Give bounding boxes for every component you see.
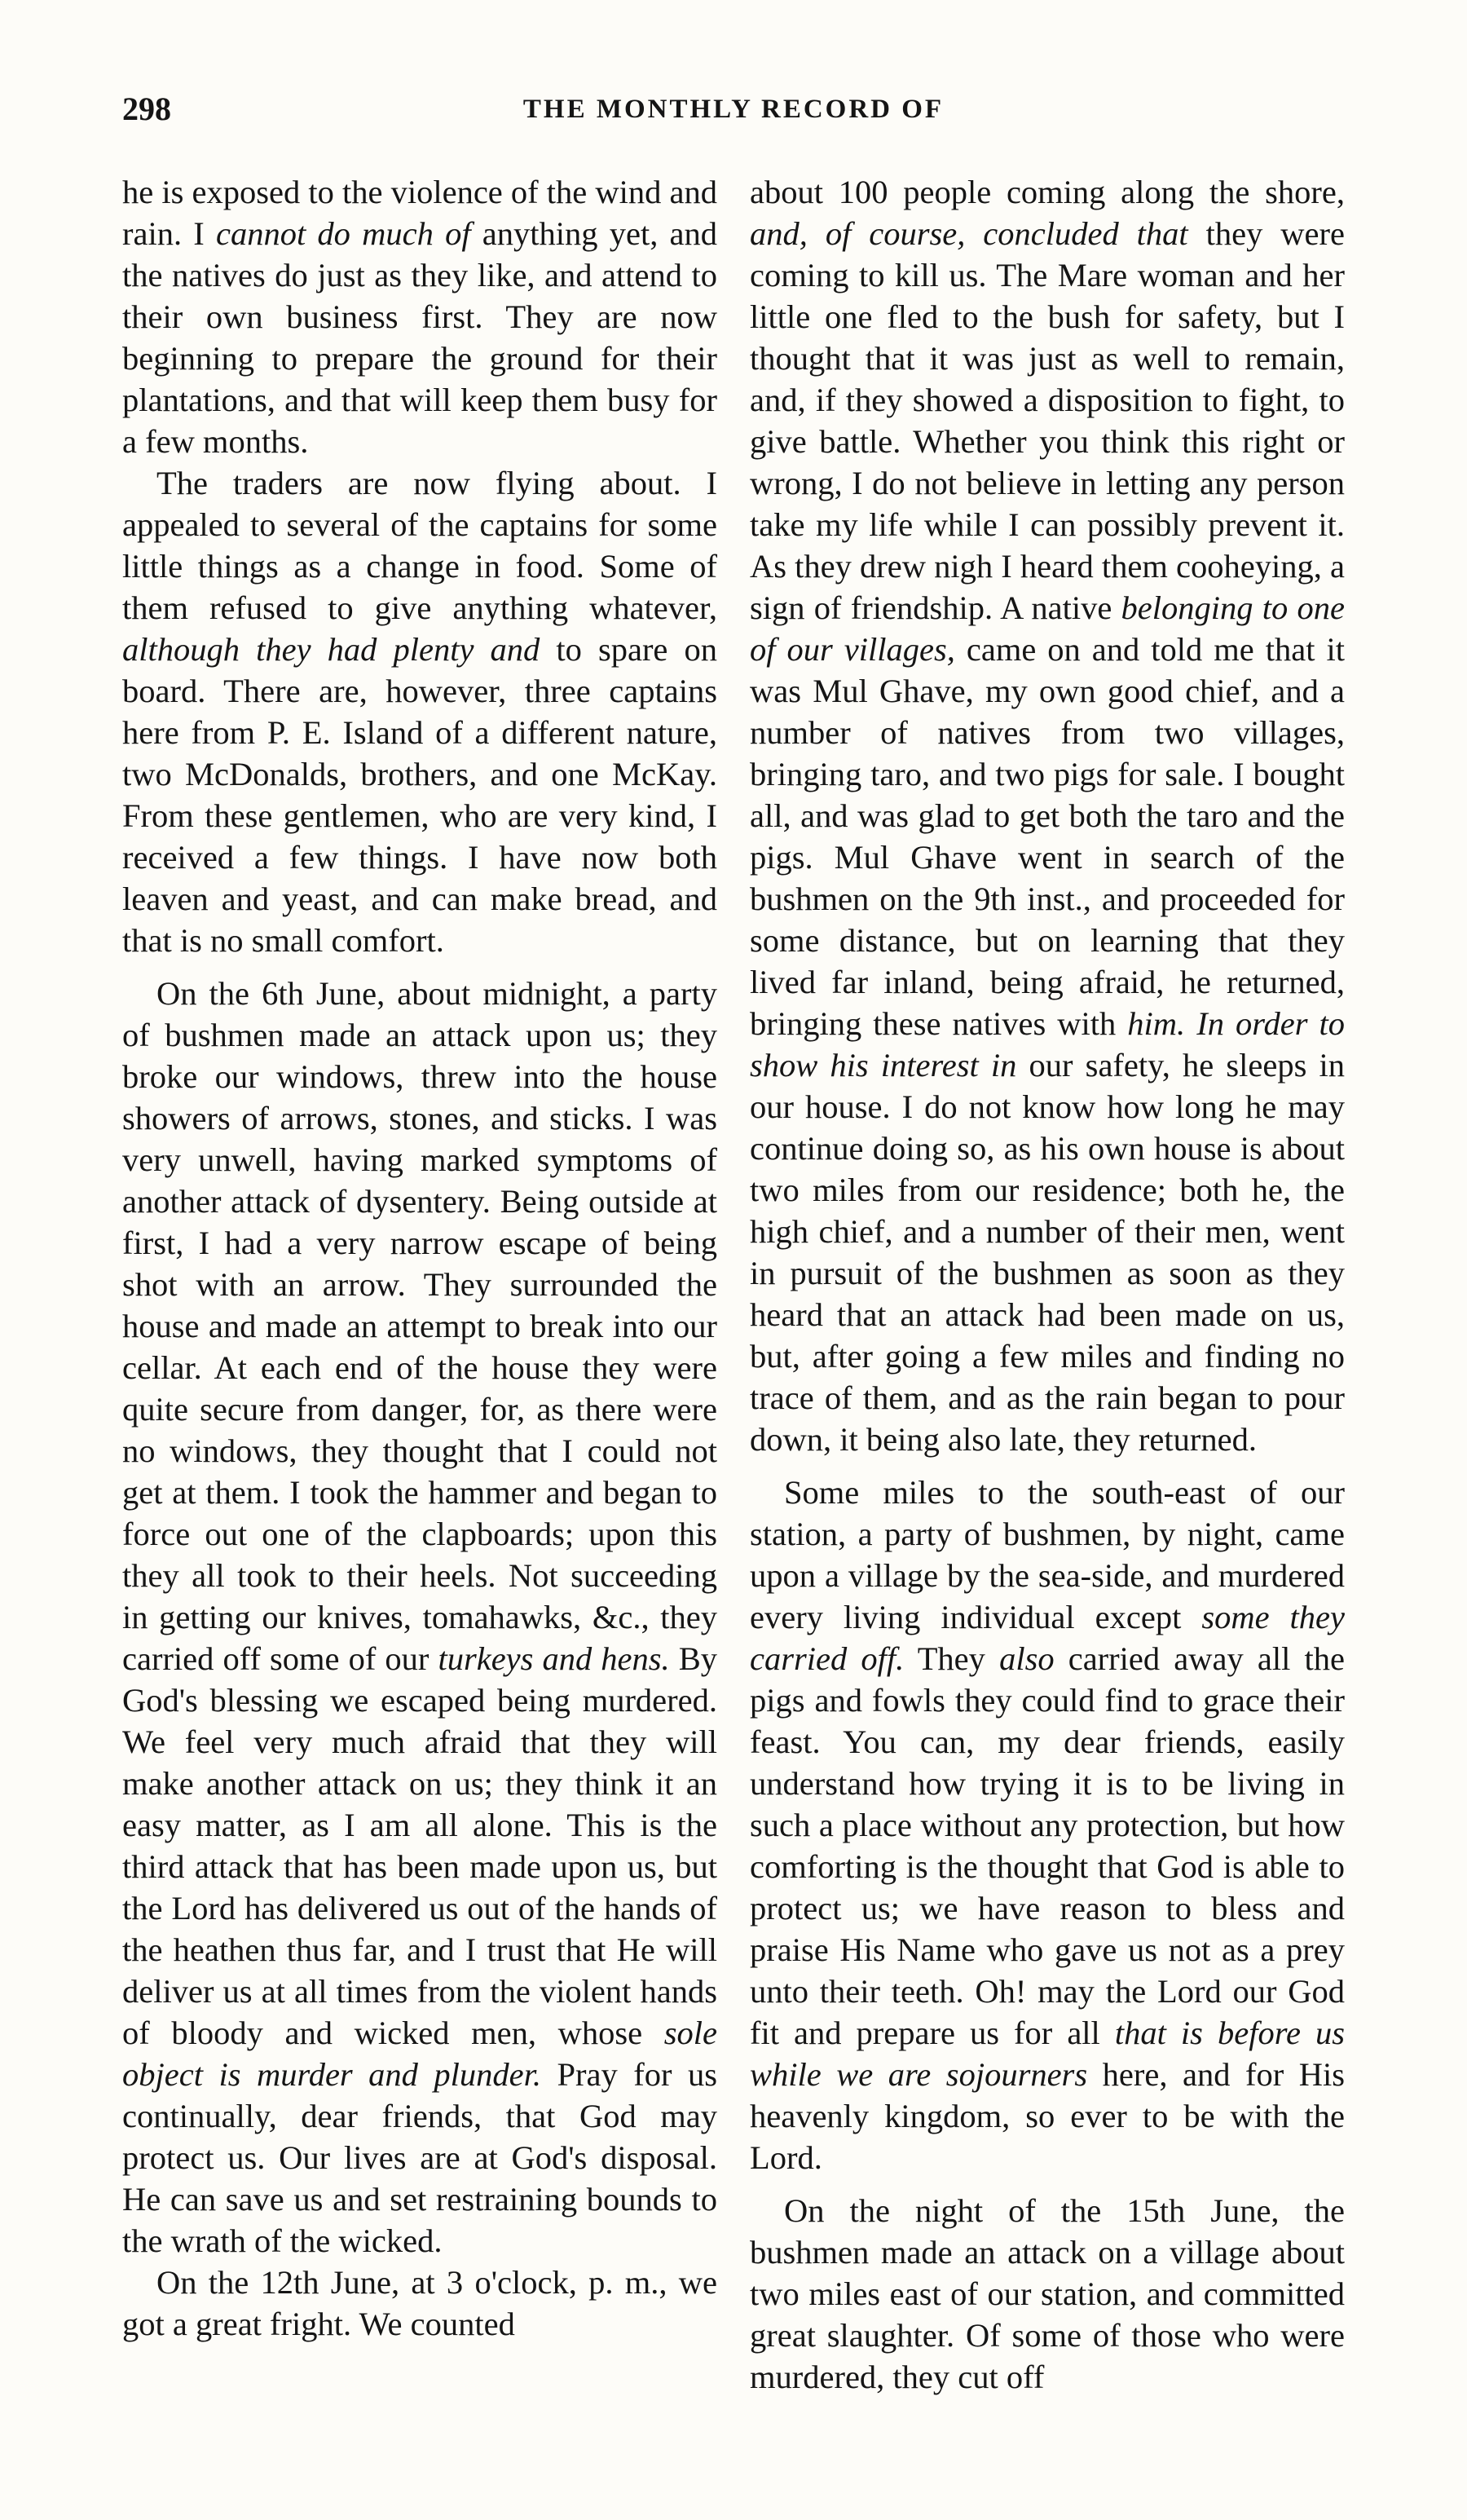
running-header (122, 90, 1345, 139)
page-number: 298 (122, 90, 171, 127)
text-columns (122, 171, 1345, 2405)
paragraph: On the night of the 15th June, the bushmen made an attack on a village about two miles east of our station, and committed great slaughter. Of some of those who were murdered, they cut off (750, 2192, 1345, 2395)
paragraph: about 100 people coming along the shore, and, of course, concluded that they were coming to kill us. The Mare woman and her little one fled to the bush for safety, but I thought that it was just as well to remain, and, if they showed a disposition to fight, to give battle. Whether you think this right or wrong, I do not believe in letting any person take my life while I can possibly prevent it. As they drew nigh I heard them cooheying, a sign of friendship. A native belonging to one of our villages, came on and told me that it was Mul Ghave, my own good chief, and a number of natives from two villages, bringing taro, and two pigs for sale. I bought all, and was glad to get both the taro and the pigs. Mul Ghave went in search of the bushmen on the 9th inst., and proceeded for some distance, but on learning that they lived far inland, being afraid, he returned, bringing these natives with him. In order to show his interest in our safety, he sleeps in our house. I do not know how long he may continue doing so, as his own house is about two miles from our residence; both he, the high chief, and a number of their men, went in pursuit of the bushmen as soon as they heard that an attack had been made on us, but, after going a few miles and finding no trace of them, and as the rain began to pour down, it being also late, they returned. (750, 174, 1345, 1458)
paragraph: he is exposed to the violence of the wind and rain. I cannot do much of anything yet, and the natives do just as they like, and attend to their own business first. They are now beginning to prepare the ground for their plantations, and that will keep them busy for a few months. (122, 174, 717, 460)
paragraph: Some miles to the south-east of our station, a party of bushmen, by night, came upon a village by the sea-side, and murdered every living individual except some they carried off. They also carried away all the pigs and fowls they could find to grace their feast. You can, my dear friends, easily understand how trying it is to be living in such a place without any protection, but how comforting is the thought that God is able to protect us; we have reason to bless and praise His Name who gave us not as a prey unto their teeth. Oh! may the Lord our God fit and prepare us for all that is before us while we are sojourners here, and for His heavenly kingdom, so ever to be with the Lord. (750, 1474, 1345, 2176)
paragraph: The traders are now flying about. I appealed to several of the captains for some little things as a change in food. Some of them refused to give anything whatever, although they had plenty and to spare on board. There are, however, three captains here from P. E. Island of a different nature, two McDonalds, brothers, and one McKay. From these gentlemen, who are very kind, I received a few things. I have now both leaven and yeast, and can make bread, and that is no small comfort. (122, 465, 717, 959)
paragraph: On the 6th June, about midnight, a party of bushmen made an attack upon us; they broke our windows, threw into the house showers of arrows, stones, and sticks. I was very unwell, having marked symptoms of another attack of dysentery. Being outside at first, I had a very narrow escape of being shot with an arrow. They surrounded the house and made an attempt to break into our cellar. At each end of the house they were quite secure from danger, for, as there were no windows, they thought that I could not get at them. I took the hammer and began to force out one of the clapboards; upon this they all took to their heels. Not succeeding in getting our knives, tomahawks, &c., they carried off some of our turkeys and hens. By God's blessing we escaped being murdered. We feel very much afraid that they will make another attack on us; they think it an easy matter, as I am all alone. This is the third attack that has been made upon us, but the Lord has delivered us out of the hands of the heathen thus far, and I trust that He will deliver us at all times from the violent hands of bloody and wicked men, whose sole object is murder and plunder. Pray for us continually, dear friends, that God may protect us. Our lives are at God's disposal. He can save us and set restraining bounds to the wrath of the wicked. (122, 975, 717, 2259)
left-column (122, 171, 717, 2405)
journal-title: THE MONTHLY RECORD OF (522, 95, 945, 124)
paragraph: On the 12th June, at 3 o'clock, p. m., we got a great fright. We counted (122, 2264, 717, 2342)
right-column (750, 171, 1345, 2405)
